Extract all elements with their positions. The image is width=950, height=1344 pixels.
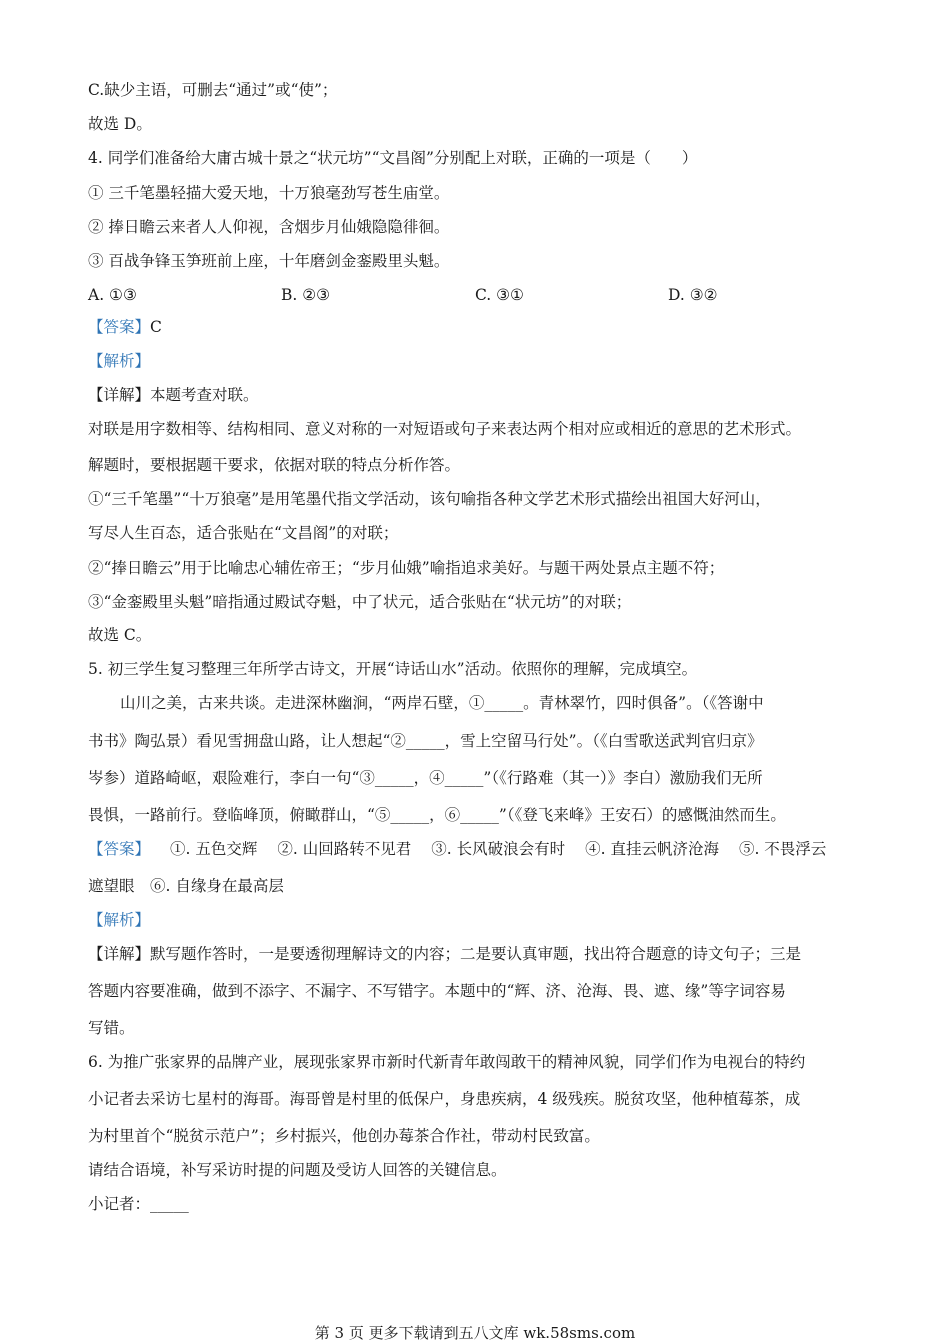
q5-detail-2: 答题内容要准确，做到不添字、不漏字、不写错字。本题中的“辉、济、沧海、畏、遮、缘”等字词容易 (88, 982, 786, 1000)
q4-explain-7: 故选 C。 (88, 626, 152, 644)
q4-option-d: D. ③② (668, 286, 718, 304)
q5-detail-1 (88, 944, 801, 964)
q5-detail-3: 写错。 (88, 1019, 135, 1037)
q4-explain-2: 解题时，要根据题干要求，依据对联的特点分析作答。 (88, 456, 461, 474)
q4-item-2: ② 捧日瞻云来者人人仰视，含烟步月仙娥隐隐徘徊。 (88, 218, 450, 236)
q6-stem-2: 小记者去采访七星村的海哥。海哥曾是村里的低保户，身患疾病，4 级残疾。脱贫攻坚，他种植莓茶，成 (88, 1090, 801, 1108)
prev-conclusion: 故选 D。 (88, 115, 152, 133)
q4-detail (88, 385, 259, 405)
q4-option-c: C. ③① (475, 286, 524, 304)
answer-blank-1: ①. 五色交辉 (170, 840, 258, 858)
q4-item-3: ③ 百战争锋玉笋班前上座，十年磨剑金銮殿里头魁。 (88, 252, 450, 270)
q6-stem-3: 为村里首个“脱贫示范户”；乡村振兴，他创办莓茶合作社，带动村民致富。 (88, 1127, 600, 1145)
q4-item-1: ① 三千笔墨轻描大爱天地，十万狼毫劲写苍生庙堂。 (88, 184, 450, 202)
q6-reporter-blank: 小记者：_____ (88, 1195, 189, 1213)
q4-answer (88, 317, 162, 337)
q6-stem-4: 请结合语境，补写采访时提的问题及受访人回答的关键信息。 (88, 1161, 507, 1179)
answer-blank-4: ④. 直挂云帆济沧海 (585, 840, 719, 858)
detail-tag: 【详解】 (88, 945, 151, 963)
q5-passage-2: 书书》陶弘景）看见雪拥盘山路，让人想起“②_____，雪上空留马行处”。（《白雪歌送武判官归京》 (88, 732, 763, 750)
q5-passage-3: 岑参）道路崎岖，艰险难行，李白一句“③_____，④_____”（《行路难（其一）》李白）激励我们无所 (88, 769, 763, 787)
q4-stem: 4. 同学们准备给大庸古城十景之“状元坊”“文昌阁”分别配上对联，正确的一项是（ ） (88, 149, 698, 167)
answer-value: C (150, 318, 162, 336)
answer-tag: 【答案】 (88, 840, 151, 858)
answer-blank-2: ②. 山回路转不见君 (277, 840, 412, 858)
q4-option-b: B. ②③ (281, 286, 331, 304)
detail-tag: 【详解】 (88, 386, 151, 404)
q5-answer (88, 839, 826, 859)
q5-analysis-tag: 【解析】 (88, 911, 151, 929)
q4-explain-5: ②“捧日瞻云”用于比喻忠心辅佐帝王；“步月仙娥”喻指追求美好。与题干两处景点主题不符； (88, 559, 725, 577)
q4-explain-3: ①“三千笔墨”“十万狼毫”是用笔墨代指文学活动，该句喻指各种文学艺术形式描绘出祖国大好河山， (88, 490, 771, 508)
q4-explain-1: 对联是用字数相等、结构相同、意义对称的一对短语或句子来表达两个相对应或相近的意思的艺术形式。 (88, 420, 802, 438)
q4-explain-4: 写尽人生百态，适合张贴在“文昌阁”的对联； (88, 524, 399, 542)
q5-stem: 5. 初三学生复习整理三年所学古诗文，开展“诗话山水”活动。依照你的理解，完成填空。 (88, 660, 698, 678)
q4-analysis-tag: 【解析】 (88, 352, 151, 370)
q5-passage-4: 畏惧，一路前行。登临峰顶，俯瞰群山，“⑤_____，⑥_____”（《登飞来峰》王安石）的感慨油然而生。 (88, 806, 786, 824)
answer-tag: 【答案】 (88, 318, 151, 336)
q6-stem-1: 6. 为推广张家界的品牌产业，展现张家界市新时代新青年敢闯敢干的精神风貌，同学们作为电视台的特约 (88, 1053, 806, 1071)
detail-text: 本题考查对联。 (150, 386, 259, 404)
page-footer: 第 3 页 更多下载请到五八文库 wk.58sms.com (314, 1324, 636, 1342)
q4-option-a: A. ①③ (88, 286, 137, 304)
q5-answer-line2: 遮望眼 ⑥. 自缘身在最高层 (88, 877, 284, 895)
q4-explain-6: ③“金銮殿里头魁”暗指通过殿试夺魁，中了状元，适合张贴在“状元坊”的对联； (88, 593, 632, 611)
prev-option-c: C.缺少主语，可删去“通过”或“使”； (88, 81, 338, 99)
q5-passage-1: 山川之美，古来共谈。走进深林幽涧，“两岸石壁，①_____。青林翠竹，四时俱备”。（《答谢中 (120, 694, 764, 712)
detail-text: 默写题作答时，一是要透彻理解诗文的内容；二是要认真审题，找出符合题意的诗文句子；三是 (150, 945, 802, 963)
answer-blank-3: ③. 长风破浪会有时 (431, 840, 566, 858)
answer-blank-5: ⑤. 不畏浮云 (738, 840, 827, 858)
